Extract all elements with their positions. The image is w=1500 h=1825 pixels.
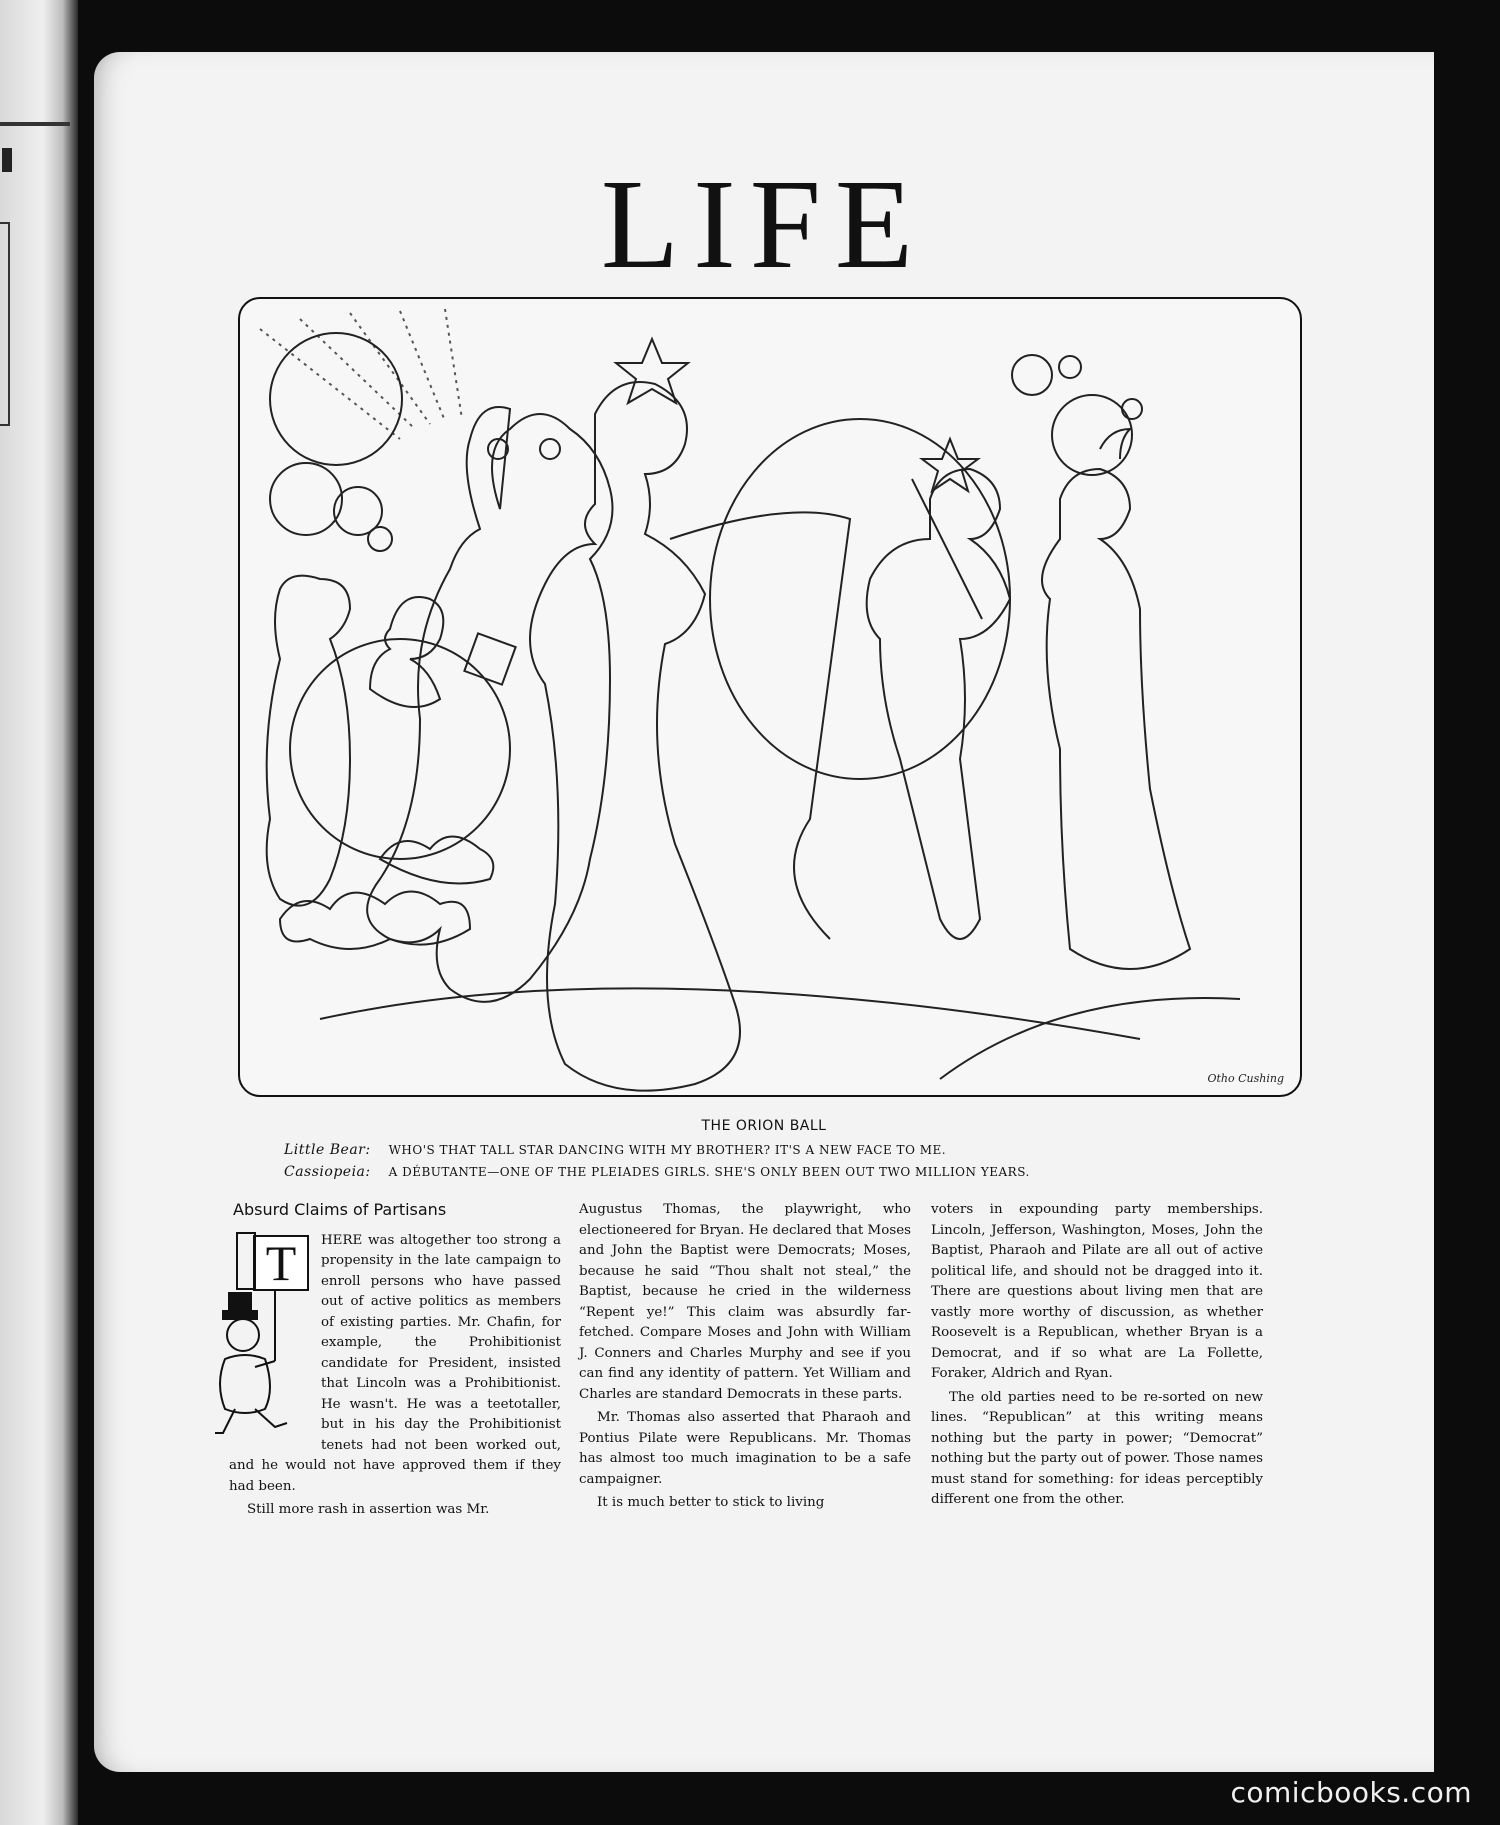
- article-paragraph: HERE was altogether too strong a propensity in the late campaign to enroll persons who have passed out of active politics as members of existing parties. Mr. Chafin, for example, the Prohibitionist candidate for President, insisted that Lincoln was a Prohibitionist. He wasn't. He was a teetotaller, but in his day the Prohibitionist tenets had not been worked out, and he would not have approved them if they had been.: [229, 1232, 561, 1494]
- adjacent-page-box: [0, 222, 10, 426]
- adjacent-page-mark: [2, 148, 12, 172]
- artist-signature: Otho Cushing: [1207, 1072, 1284, 1085]
- article-paragraph: Still more rash in assertion was Mr.: [247, 1502, 490, 1517]
- article-paragraph: It is much better to stick to living: [597, 1495, 825, 1510]
- illustration-drawing: [240, 299, 1300, 1095]
- adjacent-page-edge: [0, 0, 78, 1825]
- article-paragraph: The old parties need to be re-sorted on new lines. “Republican” at this writing means nothing but the party in power; “Democrat” nothing but the party out of power. Those names must stand for something: for ideas perceptibly different one from the other.: [931, 1389, 1263, 1507]
- man-with-sign-icon: [215, 1231, 315, 1443]
- caption-text: A DÉBUTANTE—ONE OF THE PLEIADES GIRLS. SHE'S ONLY BEEN OUT TWO MILLION YEARS.: [388, 1165, 1030, 1179]
- caption-speaker: Little Bear:: [284, 1142, 371, 1158]
- drop-cap-initial: T: [253, 1235, 309, 1291]
- caption-speaker: Cassiopeia:: [284, 1164, 371, 1180]
- orion-ball-illustration: [238, 297, 1302, 1097]
- adjacent-page-rule: [0, 122, 70, 126]
- article-paragraph: voters in expounding party memberships. Lincoln, Jefferson, Washington, Moses, John the Baptist, Pharaoh and Pilate are all out of active political life, and should not be dragged into it. There are questions about living men that are vastly more worthy of discussion, as whether Roosevelt is a Republican, whether Bryan is a Democrat, and if so what are La Follette, Foraker, Aldrich and Ryan.: [931, 1202, 1263, 1381]
- article-column-1: [229, 1200, 561, 1524]
- caption-line-little-bear: [284, 1142, 946, 1158]
- article-title: Absurd Claims of Partisans: [233, 1200, 447, 1219]
- caption-text: WHO'S THAT TALL STAR DANCING WITH MY BROTHER? IT'S A NEW FACE TO ME.: [388, 1143, 947, 1157]
- caption-line-cassiopeia: [284, 1164, 1030, 1180]
- initial-cartoon: [215, 1231, 315, 1443]
- article-column-2: [579, 1200, 911, 1517]
- illustration-title: THE ORION BALL: [701, 1118, 827, 1134]
- masthead: LIFE: [600, 153, 928, 295]
- article-column-3: [931, 1200, 1263, 1514]
- article-paragraph: Mr. Thomas also asserted that Pharaoh and Pontius Pilate were Republicans. Mr. Thomas has almost too much imagination to be a safe campaigner.: [579, 1410, 911, 1487]
- article-paragraph: Augustus Thomas, the playwright, who electioneered for Bryan. He declared that Moses and John the Baptist were Democrats; Moses, because he said “Thou shalt not steal,” the Baptist, because he cried in the wilderness “Repent ye!” This claim was absurdly far-fetched. Compare Moses and John with William J. Conners and Charles Murphy and see if you can find any identity of pattern. Yet William and Charles are standard Democrats in these parts.: [579, 1202, 911, 1402]
- magazine-page: [94, 52, 1434, 1772]
- site-watermark: comicbooks.com: [1230, 1776, 1472, 1809]
